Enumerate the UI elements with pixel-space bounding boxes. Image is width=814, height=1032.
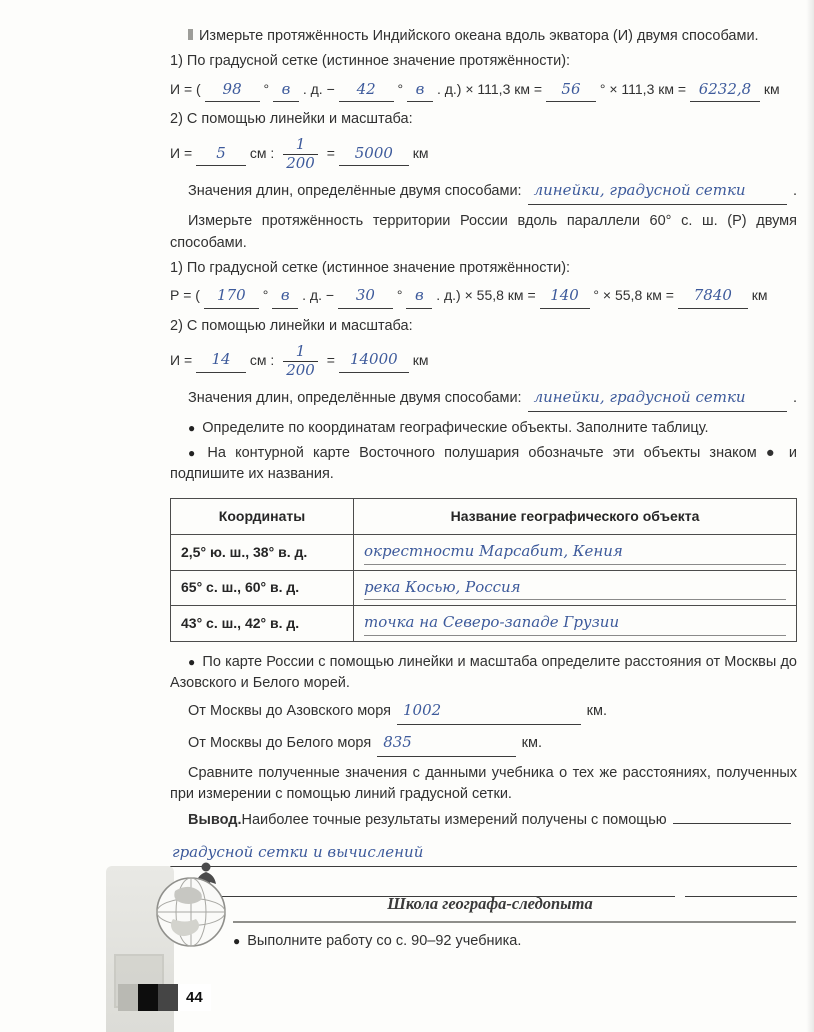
handwritten-value: 835: [383, 732, 412, 751]
answer-line: [364, 540, 786, 565]
lengths-label: Значения длин, определённые двумя способами:: [188, 390, 522, 406]
unit-label: км: [763, 80, 780, 97]
object-name-cell: [354, 606, 797, 642]
russia-task-intro: Измерьте протяжённость территории России вдоль параллели 60° с. ш. (Р) двумя способами.: [170, 213, 797, 251]
handwritten-value: в: [414, 286, 424, 305]
answer-blank-ocean-delta: [546, 78, 596, 103]
degree-sign: °: [263, 80, 270, 97]
page-content: [170, 26, 797, 897]
coords-cell: 65° с. ш., 60° в. д.: [171, 570, 354, 606]
ocean-task-intro: [170, 26, 797, 48]
degree-sign: °: [397, 80, 404, 97]
formula-text: . д.) × 55,8 км =: [436, 287, 536, 304]
decor-square: [118, 984, 138, 1011]
globe-logo-icon: [146, 858, 241, 950]
school-section-title: Школа географа-следопыта: [387, 894, 593, 913]
formula-text: Р = (: [170, 287, 200, 304]
formula-text: см :: [249, 351, 275, 368]
formula-text: =: [326, 351, 335, 368]
contour-task-bullet: [170, 443, 797, 487]
conclusion-line: [170, 810, 797, 832]
answer-blank-russia-cm: [196, 348, 246, 373]
conclusion-label: Вывод.: [188, 812, 242, 828]
coords-task-bullet: [170, 418, 797, 440]
handwritten-value: 1002: [403, 701, 442, 719]
table-row: [171, 535, 797, 571]
handwritten-value: линейки, градусной сетки: [533, 181, 746, 200]
col-header-object-name: Название географического объекта: [354, 499, 797, 535]
object-name-cell: [354, 570, 797, 606]
period: .: [792, 390, 797, 406]
page-number: 44: [178, 984, 211, 1011]
answer-blank-azov: [397, 699, 581, 725]
answer-blank-ocean-cm: [196, 142, 246, 167]
unit-label: км: [412, 351, 429, 368]
formula-text: см :: [249, 144, 275, 161]
answer-blank-russia-km: [339, 348, 409, 373]
ocean-ruler-formula: [170, 136, 797, 173]
answer-blank-russia-lon1: [204, 284, 259, 309]
answer-blank-russia-delta: [540, 284, 590, 309]
footer-task-text: Выполните работу со с. 90–92 учебника.: [247, 933, 522, 949]
unit-label: км: [751, 287, 768, 304]
formula-text: . д. −: [302, 287, 335, 304]
handwritten-value: в: [415, 79, 425, 98]
formula-text: =: [326, 144, 335, 161]
page-number-block: [118, 984, 211, 1011]
unit-label: км: [412, 144, 429, 161]
formula-text: И =: [170, 144, 193, 161]
answer-blank-white: [377, 731, 515, 757]
russia-ruler-formula: [170, 343, 797, 380]
distance-azov-label: От Москвы до Азовского моря: [188, 703, 391, 719]
handwritten-value: 56: [561, 79, 581, 98]
unit-label: км.: [521, 734, 542, 751]
bullet-icon: ●: [233, 934, 241, 948]
handwritten-value: 42: [356, 79, 376, 98]
handwritten-value: точка на Северо-западе Грузии: [364, 613, 620, 631]
russia-method-ruler-label: 2) С помощью линейки и масштаба:: [170, 317, 413, 334]
handwritten-value: 14: [211, 350, 231, 369]
ocean-method-grid-label: 1) По градусной сетке (истинное значение протяжённости):: [170, 52, 571, 69]
print-artifact-mark: [188, 29, 193, 40]
handwritten-value: градусной сетки и вычислений: [172, 842, 424, 861]
formula-text: ° × 111,3 км =: [599, 80, 687, 97]
table-header-row: [171, 499, 797, 535]
answer-blank-ocean-dir1: [273, 78, 299, 103]
formula-text: И = (: [170, 80, 201, 97]
answer-blank-ocean-km: [339, 142, 409, 167]
scale-fraction: [283, 136, 318, 173]
handwritten-value: окрестности Марсабит, Кения: [364, 542, 623, 560]
distance-task-bullet: [170, 652, 797, 696]
answer-blank-ocean-dir2: [407, 78, 433, 103]
footer-task-bullet: [233, 933, 521, 949]
answer-blank-ocean-lon2: [339, 78, 394, 103]
distance-white-label: От Москвы до Белого моря: [188, 734, 372, 751]
lengths-label: Значения длин, определённые двумя способами:: [188, 183, 522, 200]
footer-divider-line: [233, 921, 796, 923]
conclusion-answer-line: [170, 838, 797, 867]
ocean-lengths-comparison-line: [170, 179, 797, 205]
answer-blank-lengths: [528, 179, 787, 205]
coords-cell: 2,5° ю. ш., 38° в. д.: [171, 535, 354, 571]
answer-line: [364, 576, 786, 601]
ocean-task-intro-text: Измерьте протяжённость Индийского океана вдоль экватора (И) двумя способами.: [199, 28, 759, 44]
ocean-method-ruler-label: 2) С помощью линейки и масштаба:: [170, 111, 413, 127]
object-name-cell: [354, 535, 797, 571]
handwritten-value: 140: [550, 286, 579, 305]
scale-fraction: [283, 343, 318, 380]
fraction-numerator: 1: [283, 343, 318, 362]
formula-text: ° × 55,8 км =: [593, 287, 674, 304]
decor-square: [138, 984, 158, 1011]
conclusion-text: Наиболее точные результаты измерений получены с помощью: [241, 812, 667, 828]
answer-blank-russia-lon2: [338, 284, 393, 309]
answer-blank-ocean-lon1: [205, 78, 260, 103]
handwritten-value: 30: [355, 286, 375, 305]
compare-paragraph: Сравните полученные значения с данными учебника о тех же расстояниях, полученных при измерении с помощью линий градусной сетки.: [170, 764, 797, 803]
table-row: [171, 606, 797, 642]
answer-blank-russia-dir2: [406, 284, 432, 309]
answer-blank-russia-dir1: [272, 284, 298, 309]
handwritten-value: в: [281, 79, 291, 98]
formula-text: . д. −: [302, 80, 335, 97]
russia-lengths-comparison-line: [170, 386, 797, 412]
distance-white-line: [170, 731, 797, 757]
decor-square: [158, 984, 178, 1011]
handwritten-value: 98: [222, 79, 242, 98]
answer-blank-russia-result: [678, 284, 748, 309]
coords-task-text: Определите по координатам географические объекты. Заполните таблицу.: [202, 419, 709, 436]
handwritten-value: в: [280, 286, 290, 305]
distance-task-text: По карте России с помощью линейки и масштаба определите расстояния от Москвы до Азовского и Белого морей.: [170, 653, 797, 692]
answer-blank-lengths: [528, 386, 787, 412]
russia-grid-formula: [170, 284, 797, 309]
handwritten-value: 14000: [349, 350, 398, 369]
handwritten-value: 5000: [354, 143, 393, 162]
russia-method-grid-label: 1) По градусной сетке (истинное значение протяжённости):: [170, 259, 571, 276]
formula-text: . д.) × 111,3 км =: [436, 80, 543, 97]
answer-line: [364, 611, 786, 636]
answer-blank-conclusion: [673, 810, 791, 824]
handwritten-value: линейки, градусной сетки: [533, 388, 746, 406]
handwritten-value: 7840: [693, 286, 732, 305]
handwritten-value: 170: [217, 286, 246, 305]
degree-sign: °: [262, 287, 269, 304]
unit-label: км.: [586, 703, 607, 719]
coords-cell: 43° с. ш., 42° в. д.: [171, 606, 354, 642]
handwritten-value: 5: [216, 143, 226, 162]
answer-blank-ocean-result: [690, 78, 760, 103]
fraction-denominator: 200: [286, 154, 315, 172]
formula-text: И =: [170, 351, 193, 368]
handwritten-value: река Косью, Россия: [364, 577, 521, 596]
bullet-icon: ●: [188, 654, 196, 669]
bullet-icon: ●: [188, 420, 196, 435]
bullet-icon: ●: [188, 445, 201, 460]
fraction-denominator: 200: [286, 360, 315, 379]
contour-task-text: На контурной карте Восточного полушария обозначьте эти объекты знаком ● и подпишите их названия.: [170, 444, 797, 483]
handwritten-value: 6232,8: [698, 79, 752, 98]
col-header-coordinates: Координаты: [171, 499, 354, 535]
ocean-grid-formula: [170, 78, 797, 103]
coordinates-table: [170, 498, 797, 642]
table-row: [171, 570, 797, 606]
degree-sign: °: [396, 287, 403, 304]
period: .: [792, 183, 797, 200]
distance-azov-line: [170, 699, 797, 725]
fraction-numerator: 1: [283, 136, 318, 155]
